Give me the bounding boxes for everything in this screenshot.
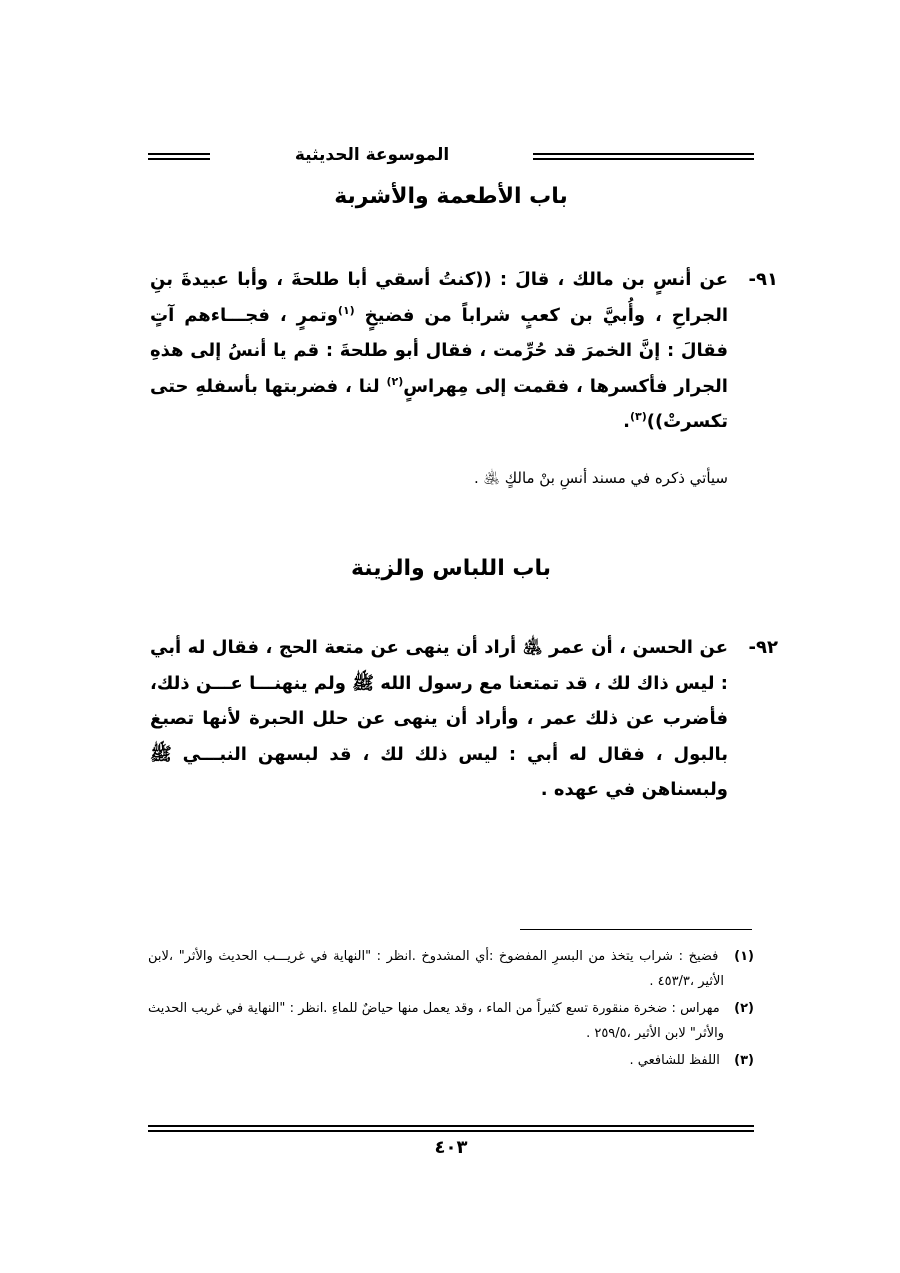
- footnote-ref-2[interactable]: (٢): [386, 374, 404, 388]
- hadith-number: ٩٢-: [748, 637, 778, 658]
- footnote-text: مهراس : ضخرة منقورة تسع كثيراً من الماء ، وقد يعمل منها حياضٌ للماءِ .انظر : "النهاية في غريب الحديث والأثر" لابن الأثير ،٢٥٩/٥ .: [148, 1001, 724, 1041]
- hadith-text-part-d: .: [623, 411, 630, 432]
- hadith-91: [150, 262, 778, 440]
- footnote-3: [148, 1048, 754, 1073]
- header-rule-right: [533, 153, 754, 160]
- hadith-number: ٩١-: [748, 269, 778, 290]
- hadith-92: [150, 630, 778, 808]
- footnote-ref-3[interactable]: (٣): [629, 410, 647, 423]
- footnote-text: فضيخ : شراب يتخذ من البسرِ المفضوخ :أي المشدوخ .انظر : "النهاية في غريـــب الحديث والأثر" ،لابن الأثير ،٤٥٣/٣ .: [148, 949, 724, 989]
- page-number: ٤٠٣: [434, 1137, 468, 1158]
- running-header-title: الموسوعة الحديثية: [294, 145, 450, 165]
- running-header: [148, 140, 754, 180]
- header-rule-left: [148, 153, 210, 160]
- hadith-text-part-a: عن أنسٍ بن مالك ، قالَ : ((كنتُ أسقي أبا طلحةَ ، وأبا عبيدةَ بنِ الجراحِ ، وأُبيَّ بن كعبٍ شراباً من فضيخٍ: [150, 269, 729, 326]
- footnote-ref-1[interactable]: (١): [337, 303, 355, 317]
- footnote-2: [148, 996, 754, 1046]
- hadith-text-part-c: لنا ، فضربتها بأسفلهِ حتى تكسرتْ)): [150, 375, 728, 432]
- section-title-clothing: باب اللباس والزينة: [350, 556, 552, 581]
- footnotes: [148, 944, 754, 1075]
- footnote-1: [148, 944, 754, 994]
- footnote-number: (٢): [734, 1001, 754, 1016]
- footnote-text: اللفظ للشافعي .: [629, 1053, 720, 1068]
- footer-rule: [148, 1125, 754, 1132]
- footnote-separator: [520, 929, 752, 930]
- hadith-text: عن الحسن ، أن عمر ﵁ أراد أن ينهى عن متعة الحج ، فقال له أبي : ليس ذاك لك ، قد تمتعنا مع رسول الله ﷺ ولم ينهنـــا عـــن ذلك، فأضرب عن ذلك عمر ، وأراد أن ينهى عن حلل الحبرة لأنها تصبغ بالبول ، فقال له أبي : ليس ذلك لك ، قد لبسهن النبـــي ﷺ ولبسناهن في عهده .: [150, 637, 728, 800]
- footnote-number: (٣): [734, 1053, 754, 1068]
- footnote-number: (١): [734, 949, 754, 964]
- section-title-food-drink: باب الأطعمة والأشربة: [334, 184, 568, 209]
- cross-reference-note: سيأتي ذكره في مسند أنسِ بنْ مالكٍ ﵁ .: [474, 469, 728, 487]
- hadith-text-part-b: وتمرٍ ، فجـــاءهم آتٍ فقالَ : إنَّ الخمرَ قد حُرِّمت ، فقال أبو طلحةَ : قم يا أنسُ إلى هذهِ الجرار فأكسرها ، فقمت إلى مِهراسٍ: [150, 304, 728, 397]
